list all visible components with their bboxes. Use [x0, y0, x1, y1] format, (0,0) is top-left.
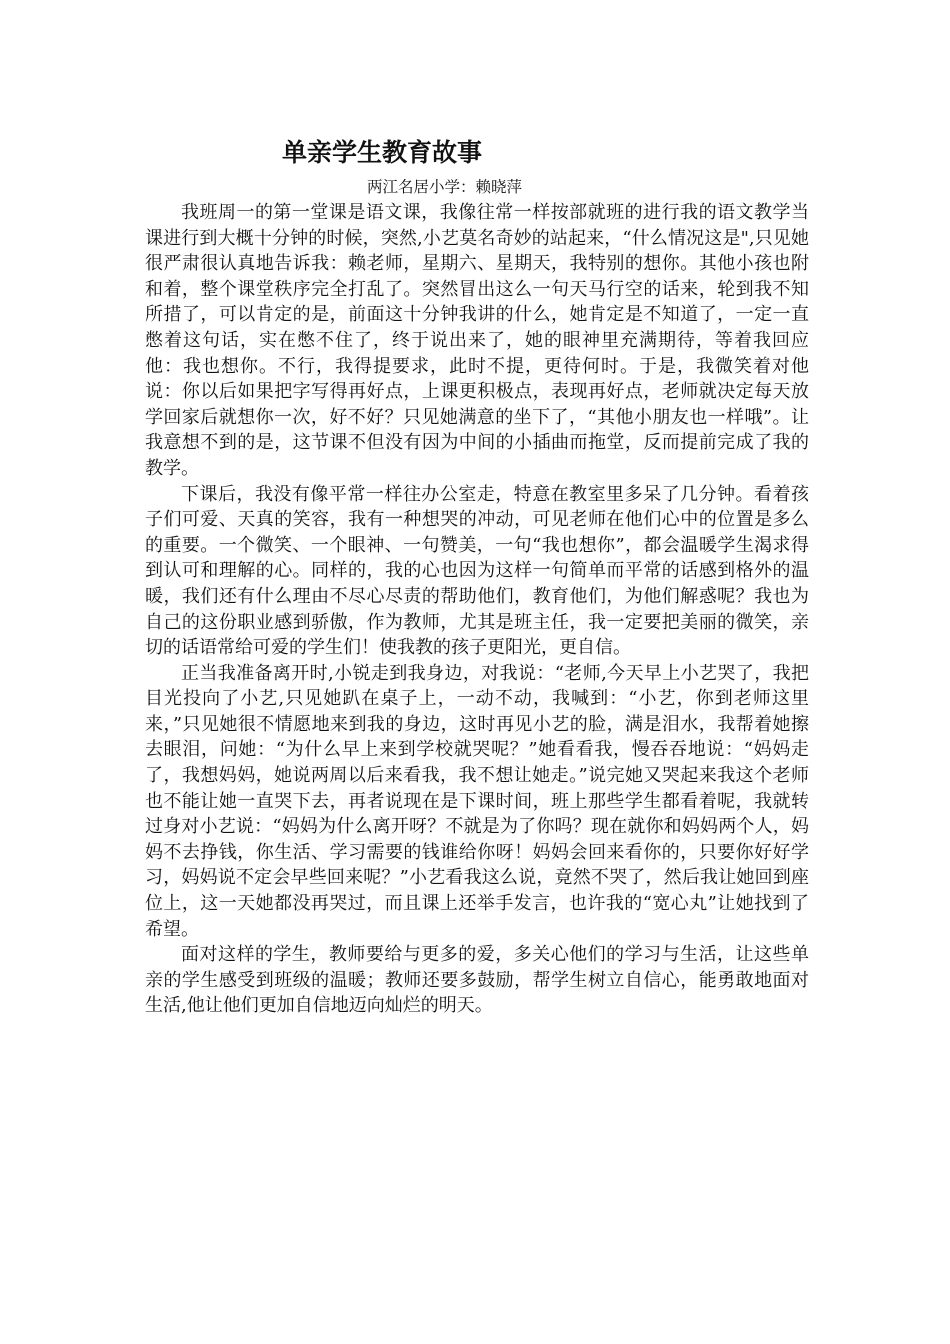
paragraph-3: 正当我准备离开时,小锐走到我身边，对我说：“老师,今天早上小艺哭了，我把目光投向了小艺,只见她趴在桌子上，一动不动，我喊到：“小艺，你到老师这里来，”只见她很不情愿地来到我的身边，这时再见小艺的脸，满是泪水，我帮着她擦去眼泪，问她：“为什么早上来到学校就哭呢？”她看看我，慢吞吞地说：“妈妈走了，我想妈妈，她说两周以后来看我，我不想让她走。”说完她又哭起来我这个老师也不能让她一直哭下去，再者说现在是下课时间，班上那些学生都看着呢，我就转过身对小艺说：“妈妈为什么离开呀？不就是为了你吗？现在就你和妈妈两个人，妈妈不去挣钱，你生活、学习需要的钱谁给你呀！妈妈会回来看你的，只要你好好学习，妈妈说不定会早些回来呢？”小艺看我这么说，竟然不哭了，然后我让她回到座位上，这一天她都没再哭过，而且课上还举手发言，也许我的“宽心丸”让她找到了希望。 [145, 662, 809, 940]
document-title: 单亲学生教育故事 [282, 138, 483, 167]
author-line: 两江名居小学：赖晓萍 [367, 178, 523, 196]
paragraph-2: 下课后，我没有像平常一样往办公室走，特意在教室里多呆了几分钟。看着孩子们可爱、天真的笑容，我有一种想哭的冲动，可见老师在他们心中的位置是多么的重要。一个微笑、一个眼神、一句赞美，一句“我也想你”，都会温暖学生渴求得到认可和理解的心。同样的，我的心也因为这样一句简单而平常的话感到格外的温暖，我们还有什么理由不尽心尽责的帮助他们，教育他们，为他们解惑呢？我也为自己的这份职业感到骄傲，作为教师，尤其是班主任，我一定要把美丽的微笑，亲切的话语常给可爱的学生们！使我教的孩子更阳光，更自信。 [145, 483, 809, 659]
paragraph-1: 我班周一的第一堂课是语文课，我像往常一样按部就班的进行我的语文教学当课进行到大概十分钟的时候，突然,小艺莫名奇妙的站起来，“什么情况这是",只见她很严肃很认真地告诉我：赖老师，星期六、星期天，我特别的想你。其他小孩也附和着，整个课堂秩序完全打乱了。突然冒出这么一句天马行空的话来，轮到我不知所措了，可以肯定的是，前面这十分钟我讲的什么，她肯定是不知道了，一定一直憋着这句话，实在憋不住了，终于说出来了，她的眼神里充满期待，等着我回应他：我也想你。不行，我得提要求，此时不提，更待何时。于是，我微笑着对他说：你以后如果把字写得再好点，上课更积极点，表现再好点，老师就决定每天放学回家后就想你一次，好不好？只见她满意的坐下了，“其他小朋友也一样哦”。让我意想不到的是，这节课不但没有因为中间的小插曲而拖堂，反而提前完成了我的教学。 [145, 202, 809, 479]
paragraph-4: 面对这样的学生，教师要给与更多的爱，多关心他们的学习与生活，让这些单亲的学生感受到班级的温暖；教师还要多鼓励，帮学生树立自信心，能勇敢地面对生活,他让他们更加自信地迈向灿烂的明天。 [145, 944, 809, 1017]
document-body [145, 200, 809, 1019]
